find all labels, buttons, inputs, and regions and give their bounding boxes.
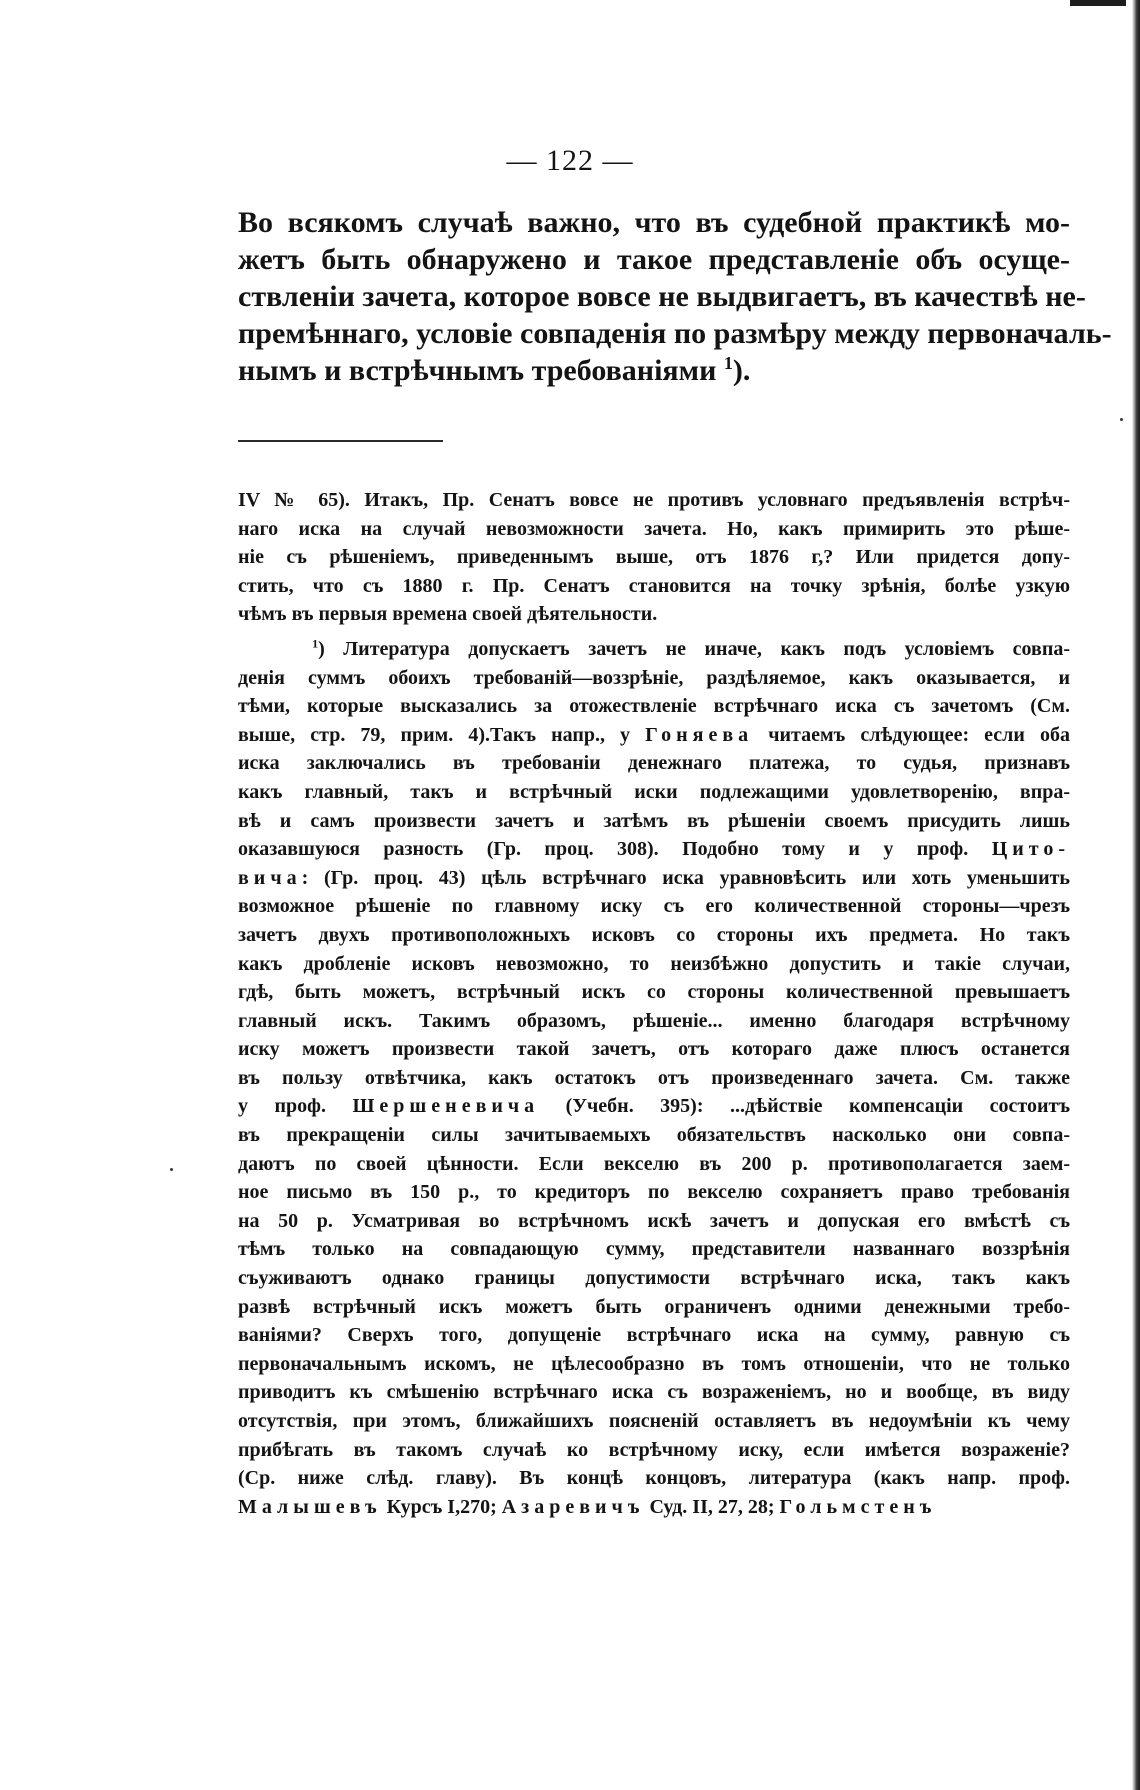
footnote-marker: 1: [312, 636, 319, 651]
note-line: тѣми, которые высказались за отожествленіе встрѣчнаго иска съ зачетомъ (См.: [238, 695, 1070, 718]
note-line-shershenevich: у проф. Шершеневича (Учебн. 395): ...дѣйствіе компенсаціи состоитъ: [238, 1095, 1070, 1118]
scan-edge-mark: [1070, 0, 1126, 6]
note-line: наго иска на случай невозможности зачета. Но, какъ примирить это рѣше-: [238, 517, 1070, 540]
scan-speck: [170, 1168, 173, 1171]
main-line-last: [238, 352, 1070, 389]
note-line: гдѣ, быть можетъ, встрѣчный искъ со стороны количественной превышаетъ: [238, 981, 1070, 1004]
author-name: вича: [238, 866, 302, 889]
note-line: (Ср. ниже слѣд. главу). Въ концѣ концовъ, литература (какъ напр. проф.: [238, 1467, 1070, 1490]
note-line: съуживаютъ однако границы допустимости встрѣчнаго иска, такъ какъ: [238, 1267, 1070, 1290]
author-name: Малышевъ: [238, 1495, 382, 1518]
note-line: развѣ встрѣчный искъ можетъ быть ограниченъ одними денежными требо-: [238, 1295, 1070, 1318]
note-line: въ пользу отвѣтчика, какъ остатокъ отъ произведеннаго зачета. См. также: [238, 1066, 1070, 1089]
author-name: Гоняева: [645, 723, 754, 746]
note-line: ваніями? Сверхъ того, допущеніе встрѣчнаго иска на сумму, равную съ: [238, 1324, 1070, 1347]
note-line: какъ главный, такъ и встрѣчный иски подлежащими удовлетворенію, впра-: [238, 780, 1070, 803]
note-line: иска заключались въ требованіи денежнаго платежа, то судья, признавъ: [238, 752, 1070, 775]
page-number: — 122 —: [506, 144, 634, 177]
author-name: Азаревичъ: [501, 1495, 645, 1518]
note-line: зачетъ двухъ противоположныхъ исковъ со стороны ихъ предмета. Но такъ: [238, 923, 1070, 946]
note-line: въ прекращеніи силы зачитываемыхъ обязательствъ насколько они совпа-: [238, 1124, 1070, 1147]
note-line: стить, что съ 1880 г. Пр. Сенатъ становится на точку зрѣнія, болѣе узкую: [238, 574, 1070, 597]
main-paragraph: [238, 204, 1112, 389]
main-line: ствленіи зачета, которое вовсе не выдвигаетъ, въ качествѣ не-: [238, 280, 1086, 313]
note-line-citovich-2: вича: (Гр. проц. 43) цѣль встрѣчнаго иска уравновѣсить или хоть уменьшить: [238, 866, 1070, 889]
note-line: вѣ и самъ произвести зачетъ и затѣмъ въ рѣшеніи своемъ присудить лишь: [238, 809, 1070, 832]
author-name: Цито-: [991, 838, 1070, 861]
note-line: ніе съ рѣшеніемъ, приведеннымъ выше, отъ 1876 г,? Или придется допу-: [238, 546, 1070, 569]
note-line: даютъ по своей цѣнности. Если векселю въ 200 р. противополагается заем-: [238, 1152, 1070, 1175]
footnote-1: [238, 635, 1070, 1521]
note-line-authors: Малышевъ Курсъ I,270; Азаревичъ Суд. II, 27, 28; Гольмстенъ: [238, 1495, 937, 1518]
footnote-ref: 1: [723, 353, 733, 373]
note-line: приводитъ къ смѣшенію встрѣчнаго иска съ возраженіемъ, но и вообще, въ виду: [238, 1381, 1070, 1404]
note-line: прибѣгать въ такомъ случаѣ ко встрѣчному иску, если имѣется возраженіе?: [238, 1438, 1070, 1461]
note-line: возможное рѣшеніе по главному иску съ его количественной стороны—чрезъ: [238, 895, 1070, 918]
author-name: Гольмстенъ: [779, 1495, 937, 1518]
note-line-gonyaev: выше, стр. 79, прим. 4).Такъ напр., у Гоняева читаемъ слѣдующее: если оба: [238, 723, 1070, 746]
main-line: нымъ и встрѣчнымъ требованіями: [238, 354, 717, 387]
main-line: Во всякомъ случаѣ важно, что въ судебной практикѣ мо-: [238, 206, 1070, 239]
note-line: первоначальнымъ искомъ, не цѣлесообразно въ томъ отношеніи, что не только: [238, 1352, 1070, 1375]
note-line: тѣмъ только на совпадающую сумму, представители названнаго воззрѣнія: [238, 1238, 1070, 1261]
main-line: премѣннаго, условіе совпаденія по размѣру между первоначаль-: [238, 317, 1112, 350]
note-line: чѣмъ въ первыя времена своей дѣятельности.: [238, 603, 658, 626]
note-line: ное письмо въ 150 р., то кредиторъ по векселю сохраняетъ право требованія: [238, 1181, 1070, 1204]
note-line: IV № 65). Итакъ, Пр. Сенатъ вовсе не противъ условнаго предъявленія встрѣч-: [238, 489, 1070, 511]
footnotes: [238, 486, 1070, 1521]
continued-footnote: [238, 486, 1070, 629]
note-line: какъ дробленіе исковъ невозможно, то неизбѣжно допустить и такіе случаи,: [238, 952, 1070, 975]
note-line-citovich: оказавшуюся разность (Гр. проц. 308). Подобно тому и у проф. Цито-: [238, 838, 1070, 861]
scan-edge-shadow: [1132, 0, 1140, 1790]
note-line: отсутствія, при этомъ, ближайшихъ поясненій оставляетъ въ недоумѣніи къ чему: [238, 1410, 1070, 1432]
note-line: главный искъ. Такимъ образомъ, рѣшеніе... именно благодаря встрѣчному: [238, 1009, 1070, 1032]
main-line: жетъ быть обнаружено и такое представленіе объ осуще-: [238, 243, 1070, 276]
footnote-separator: [238, 440, 443, 442]
note-line: денія суммъ обоихъ требованій—воззрѣніе, раздѣляемое, какъ оказывается, и: [238, 666, 1070, 689]
note-line: иску можетъ произвести такой зачетъ, отъ котораго даже плюсъ останется: [238, 1038, 1070, 1061]
author-name: Шершеневича: [352, 1095, 540, 1118]
main-closing: ).: [732, 354, 751, 387]
note-line: на 50 р. Усматривая во встрѣчномъ искѣ зачетъ и допуская его вмѣстѣ съ: [238, 1209, 1070, 1232]
note-line-first: $^1$) Литература допускаетъ зачетъ не иначе, какъ подъ условіемъ совпа-: [312, 636, 1071, 660]
scan-speck: [1120, 418, 1123, 421]
